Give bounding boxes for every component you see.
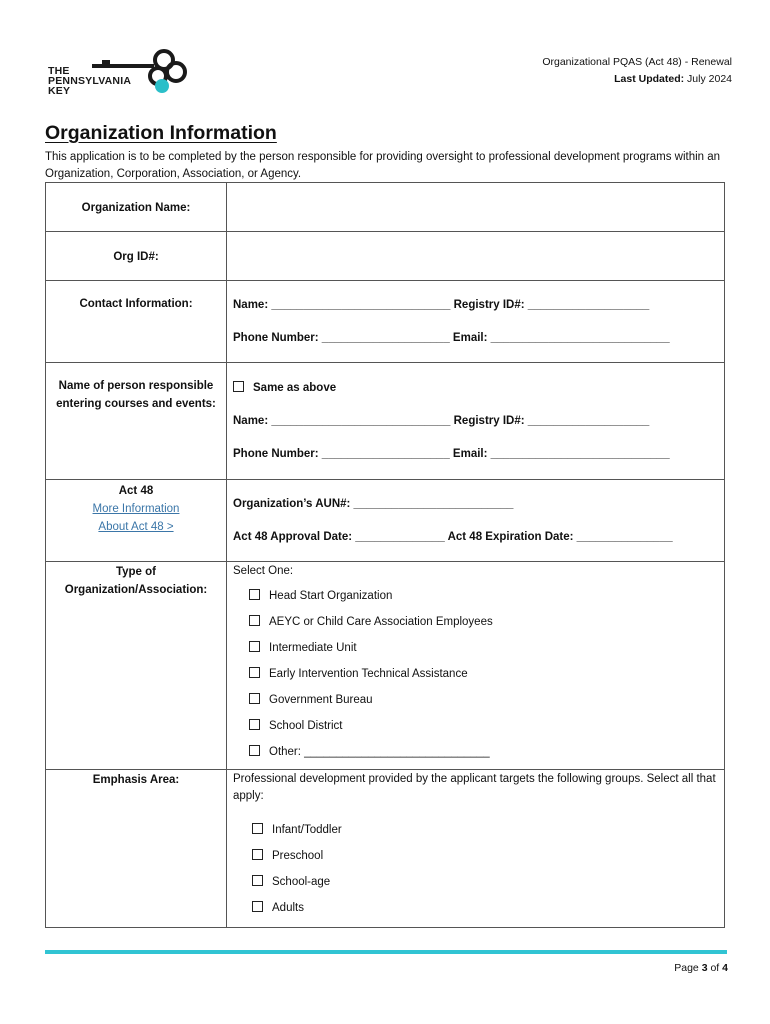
page-prefix: Page: [674, 962, 699, 974]
pennsylvania-key-logo: [48, 46, 188, 98]
checkbox-icon: [252, 849, 263, 860]
page-number: [674, 962, 728, 974]
checkbox-icon: [249, 693, 260, 704]
emphasis-area-label: Emphasis Area:: [92, 774, 180, 786]
checkbox-icon: [233, 381, 244, 392]
option-label: AEYC or Child Care Association Employees: [269, 616, 493, 628]
responsible-phone-email-field[interactable]: Phone Number: ____________________ Email: ____________________________: [233, 448, 670, 460]
organization-type-label-line1: Type of: [115, 566, 157, 578]
contact-phone-email-field[interactable]: Phone Number: ____________________ Email: ____________________________: [233, 332, 670, 344]
about-act-48-link[interactable]: About Act 48 >: [98, 521, 174, 533]
contact-information-label: Contact Information:: [79, 298, 193, 310]
responsible-person-label: Name of person responsible entering courses and events:: [56, 380, 216, 410]
option-preschool[interactable]: [233, 843, 724, 869]
option-infant-toddler[interactable]: [233, 817, 724, 843]
organization-name-field[interactable]: [227, 183, 725, 232]
section-title: Organization Information: [45, 122, 277, 144]
option-label: Adults: [272, 902, 304, 914]
more-information-link[interactable]: More Information: [92, 503, 180, 515]
option-adults[interactable]: [233, 895, 724, 921]
page-total: 4: [722, 962, 728, 974]
last-updated: [542, 71, 732, 88]
option-label: School-age: [272, 876, 331, 888]
option-head-start[interactable]: [233, 583, 724, 609]
option-early-intervention[interactable]: [233, 661, 724, 687]
row-responsible-person: [46, 363, 725, 480]
contact-name-registry-field[interactable]: Name: ____________________________ Registry ID#: ___________________: [233, 299, 650, 311]
organization-aun-field[interactable]: Organization’s AUN#: _________________________: [233, 498, 514, 510]
row-emphasis-area: [46, 770, 725, 928]
option-government-bureau[interactable]: [233, 687, 724, 713]
org-id-field[interactable]: [227, 232, 725, 281]
option-label: Head Start Organization: [269, 590, 393, 602]
option-intermediate-unit[interactable]: [233, 635, 724, 661]
act-48-label: Act 48: [118, 485, 154, 497]
row-organization-type: [46, 562, 725, 770]
footer-divider: [45, 950, 727, 954]
responsible-name-registry-field[interactable]: Name: ____________________________ Registry ID#: ___________________: [233, 415, 650, 427]
organization-name-label: Organization Name:: [81, 202, 191, 214]
organization-type-prompt: Select One:: [233, 565, 294, 577]
row-act-48: [46, 480, 725, 562]
option-aeyc[interactable]: [233, 609, 724, 635]
option-label: Government Bureau: [269, 694, 373, 706]
logo-line-key: KEY: [48, 85, 71, 97]
last-updated-label: Last Updated:: [614, 73, 685, 85]
act-48-dates-field[interactable]: Act 48 Approval Date: ______________ Act 48 Expiration Date: _______________: [233, 531, 673, 543]
header-info: [542, 54, 732, 88]
option-school-district[interactable]: [233, 713, 724, 739]
option-label: School District: [269, 720, 343, 732]
last-updated-value: July 2024: [687, 73, 732, 85]
checkbox-icon: [252, 875, 263, 886]
logo-line-pennsylvania: PENNSYLVANIA: [48, 75, 132, 87]
logo-line-the: THE: [48, 65, 70, 77]
checkbox-icon: [249, 745, 260, 756]
checkbox-icon: [249, 719, 260, 730]
option-label: Infant/Toddler: [272, 824, 342, 836]
organization-info-table: [45, 182, 725, 928]
page-of: of: [710, 962, 720, 974]
checkbox-icon: [249, 667, 260, 678]
section-intro: This application is to be completed by the person responsible for providing oversight to professional development programs within an Organization, Corporation, Association, or Agency.: [45, 151, 721, 180]
page-current: 3: [701, 962, 708, 974]
option-label: Preschool: [272, 850, 324, 862]
option-label: Intermediate Unit: [269, 642, 357, 654]
document-title: Organizational PQAS (Act 48) - Renewal: [542, 56, 732, 68]
checkbox-icon: [249, 589, 260, 600]
option-label: Other: _____________________________: [269, 746, 490, 758]
option-other[interactable]: [233, 739, 724, 765]
checkbox-icon: [249, 615, 260, 626]
same-as-above-label: Same as above: [253, 382, 337, 394]
row-organization-name: [46, 183, 725, 232]
organization-type-label-line2: Organization/Association:: [64, 584, 208, 596]
option-school-age[interactable]: [233, 869, 724, 895]
option-label: Early Intervention Technical Assistance: [269, 668, 468, 680]
org-id-label: Org ID#:: [113, 251, 159, 263]
row-contact-information: [46, 281, 725, 363]
checkbox-icon: [249, 641, 260, 652]
same-as-above-checkbox[interactable]: [233, 372, 724, 405]
row-org-id: [46, 232, 725, 281]
checkbox-icon: [252, 901, 263, 912]
emphasis-area-prompt: Professional development provided by the applicant targets the following groups. Select all that apply:: [233, 773, 716, 802]
checkbox-icon: [252, 823, 263, 834]
